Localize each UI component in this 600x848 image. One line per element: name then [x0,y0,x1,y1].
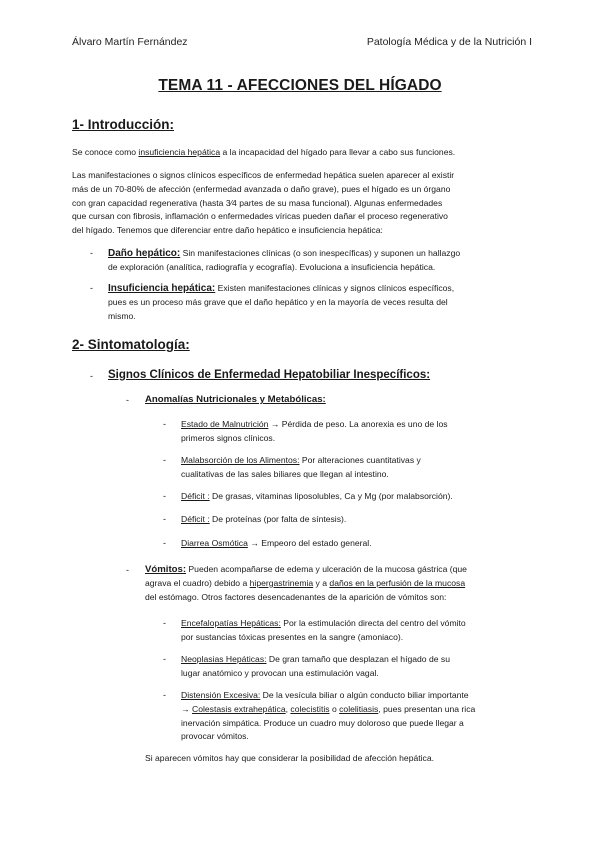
bullet-dash: - [163,538,166,548]
text-run: , [285,703,291,714]
term: Encefalopatías Hepáticas: [181,618,281,628]
item-neoplasias [181,653,450,681]
bullet-dash: - [126,565,129,575]
paragraph-line: por sustancias tóxicas presentes en la sangre (amoniaco). [181,631,404,642]
paragraph-line: lugar anatómico y provocan una estimulación vagal. [181,667,379,678]
term: Neoplasias Hepáticas: [181,654,267,664]
item-malnutricion [181,418,448,446]
closing-note: Si aparecen vómitos hay que considerar la posibilidad de afección hepática. [145,753,435,763]
item-deficit-grasas [181,490,453,504]
paragraph-manifestaciones [72,169,532,238]
text-run: , pues presentan una rica [378,703,476,714]
text-run: a la incapacidad del hígado para llevar a cabo sus funciones. [220,147,456,157]
text-run: Sin manifestaciones clínicas (o son inespecíficas) y suponen un hallazgo [180,248,461,258]
item-diarrea [181,537,372,551]
paragraph-line: Las manifestaciones o signos clínicos específicos de enfermedad hepática suelen aparecer al existir [72,170,455,180]
bullet-dano-hepatico [108,247,460,275]
text-run: → Empeoro del estado general. [247,538,372,548]
text-run: Se conoce como [72,147,139,157]
section-heading-intro: 1- Introducción: [72,117,174,132]
bullet-dash: - [126,395,129,405]
text-run: De grasas, vitaminas liposolubles, Ca y Mg (por malabsorción). [209,491,453,501]
bullet-dash: - [163,690,166,700]
term: Distensión Excesiva: [181,690,261,700]
header-author: Álvaro Martín Fernández [72,36,188,48]
bullet-dash: - [163,455,166,465]
bullet-dash: - [90,283,93,293]
text-run: De proteínas (por falta de síntesis). [209,514,347,524]
bullet-dash: - [163,654,166,664]
bullet-dash: - [163,514,166,524]
bullet-dash: - [90,371,93,381]
paragraph-line: con gran capacidad regenerativa (hasta 3⁄4 partes de su masa funcional). Algunas enfermedades [72,197,443,208]
term: Malabsorción de los Alimentos: [181,455,300,465]
paragraph-line: que cursan con fibrosis, inflamación o enfermedades víricas pueden dañar el proceso regenerativo [72,211,448,222]
bullet-dash: - [90,248,93,258]
text-run: De gran tamaño que desplazan el hígado de su [266,654,450,664]
paragraph-line: provocar vómitos. [181,731,249,742]
term-colecistitis: colecistitis [290,703,330,714]
term-colelitiasis: colelitiasis [339,703,379,714]
paragraph-line: pues es un proceso más grave que el daño hepático y en la mayoría de veces resulta del [108,296,448,307]
text-run: Pueden acompañarse de edema y ulceración de la mucosa gástrica (que [186,564,467,574]
term-hipergastrinemia: hipergastrinemia [249,577,314,588]
bullet-insuficiencia-hepatica [108,282,454,323]
term-colestasis: Colestasis extrahepática [191,703,286,714]
term-dano-hepatico: Daño hepático: [108,248,181,259]
text-run: o [329,703,340,714]
term: Diarrea Osmótica [181,538,248,548]
paragraph-line: del hígado. Tenemos que diferenciar entre daño hepático e insuficiencia hepática: [72,225,383,236]
intro-paragraph [72,146,455,160]
paragraph-line: inervación simpática. Produce un cuadro muy doloroso que puede llegar a [181,717,464,728]
subheading-signos-clinicos: Signos Clínicos de Enfermedad Hepatobiliar Inespecíficos: [108,369,431,381]
text-run: Por la estimulación directa del centro del vómito [280,618,466,628]
item-deficit-proteinas [181,513,346,527]
term-perfusion: daños en la perfusión de la mucosa [329,577,466,588]
text-run: Existen manifestaciones clínicas y signos clínicos específicos, [215,283,455,293]
document-title: TEMA 11 - AFECCIONES DEL HÍGADO [158,77,442,94]
term: Déficit : [181,491,210,501]
bullet-dash: - [163,419,166,429]
paragraph-line: cualitativas de las sales biliares que llegan al intestino. [181,468,389,479]
bullet-dash: - [163,491,166,501]
subheading-anomalias: Anomalías Nutricionales y Metabólicas: [145,394,326,405]
text-run: Por alteraciones cuantitativas y [299,455,421,465]
term: Déficit : [181,514,210,524]
bullet-dash: - [163,618,166,628]
paragraph-line: primeros signos clínicos. [181,432,276,443]
text-run: De la vesícula biliar o algún conducto biliar importante [260,690,469,700]
item-malabsorcion [181,454,421,482]
item-distension [181,689,475,744]
term-insuficiencia: insuficiencia hepática [138,147,221,157]
term-insuficiencia-hepatica: Insuficiencia hepática: [108,283,216,294]
paragraph-line: más de un 70-80% de afección (enfermedad avanzada o daño grave), pues el hígado es un órgano [72,183,451,194]
term: Estado de Malnutrición [181,419,269,429]
paragraph-line: del estómago. Otros factores desencadenantes de la aparición de vómitos son: [145,591,447,602]
paragraph-line: de exploración (analítica, radiografía y ecografía). Evoluciona a insuficiencia hepática. [108,261,436,272]
text-run: y a [313,577,330,588]
arrow: → [181,703,192,714]
header-subject: Patología Médica y de la Nutrición I [366,36,532,48]
text-run: agrava el cuadro) debido a [145,577,250,588]
item-encefalopatias [181,617,466,645]
term-vomitos: Vómitos: [145,564,187,575]
item-vomitos [145,563,467,604]
paragraph-line: mismo. [108,310,136,321]
section-heading-sintomatologia: 2- Sintomatología: [72,337,190,352]
text-run: → Pérdida de peso. La anorexia es uno de los [268,419,448,429]
